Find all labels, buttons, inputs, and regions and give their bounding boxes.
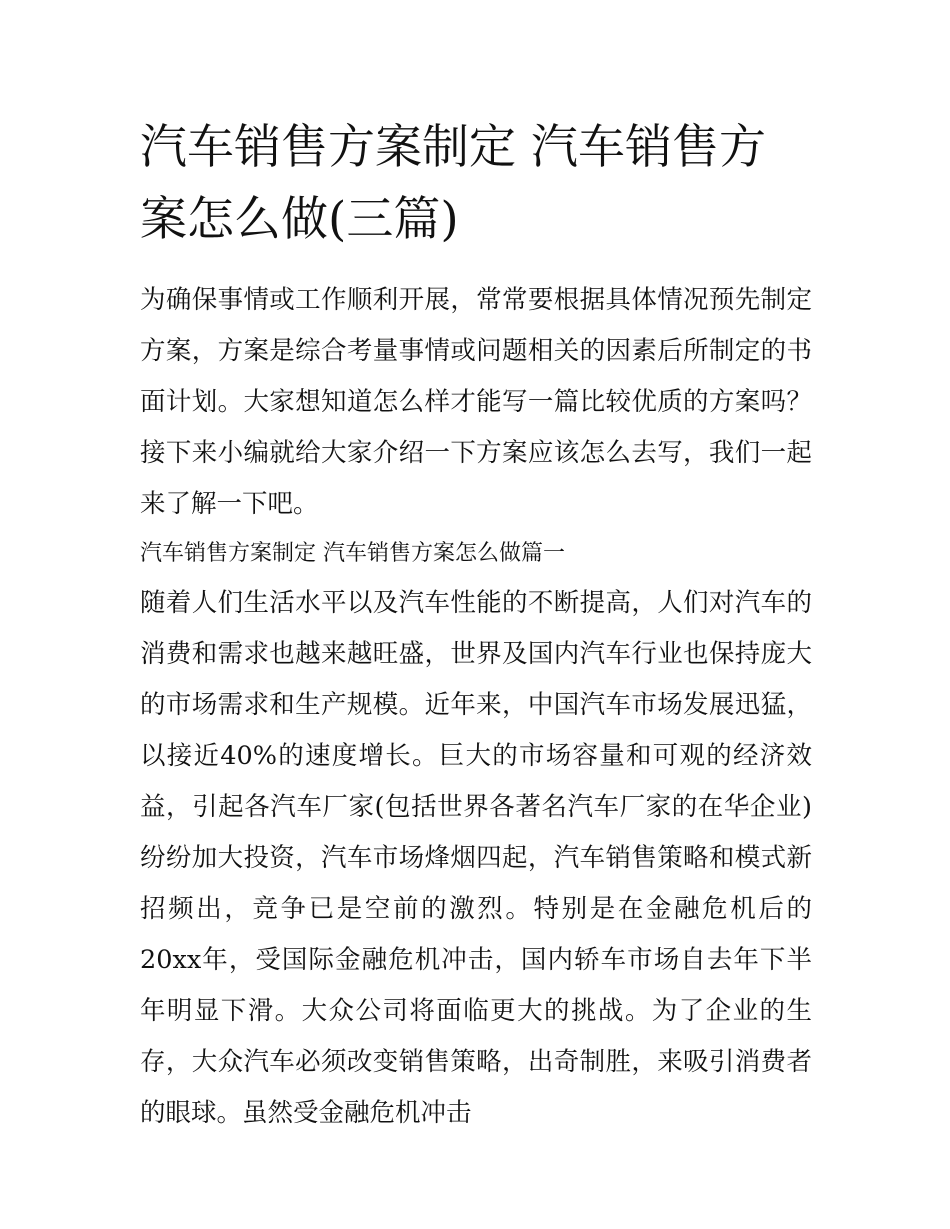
document-content	[140, 112, 812, 1139]
intro-paragraph: 为确保事情或工作顺利开展，常常要根据具体情况预先制定方案，方案是综合考量事情或问题相关的因素后所制定的书面计划。大家想知道怎么样才能写一篇比较优质的方案吗？接下来小编就给大家介绍一下方案应该怎么去写，我们一起来了解一下吧。	[140, 285, 812, 519]
document-title: 汽车销售方案制定 汽车销售方案怎么做(三篇)	[140, 120, 766, 247]
section-heading: 汽车销售方案制定 汽车销售方案怎么做篇一	[140, 541, 565, 566]
section-body-paragraph: 随着人们生活水平以及汽车性能的不断提高，人们对汽车的消费和需求也越来越旺盛，世界及国内汽车行业也保持庞大的市场需求和生产规模。近年来，中国汽车市场发展迅猛，以接近40%的速度增长。巨大的市场容量和可观的经济效益，引起各汽车厂家(包括世界各著名汽车厂家的在华企业)纷纷加大投资，汽车市场烽烟四起，汽车销售策略和模式新招频出，竞争已是空前的激烈。特别是在金融危机后的20xx年，受国际金融危机冲击，国内轿车市场自去年下半年明显下滑。大众公司将面临更大的挑战。为了企业的生存，大众汽车必须改变销售策略，出奇制胜，来吸引消费者的眼球。虽然受金融危机冲击	[140, 588, 812, 1128]
